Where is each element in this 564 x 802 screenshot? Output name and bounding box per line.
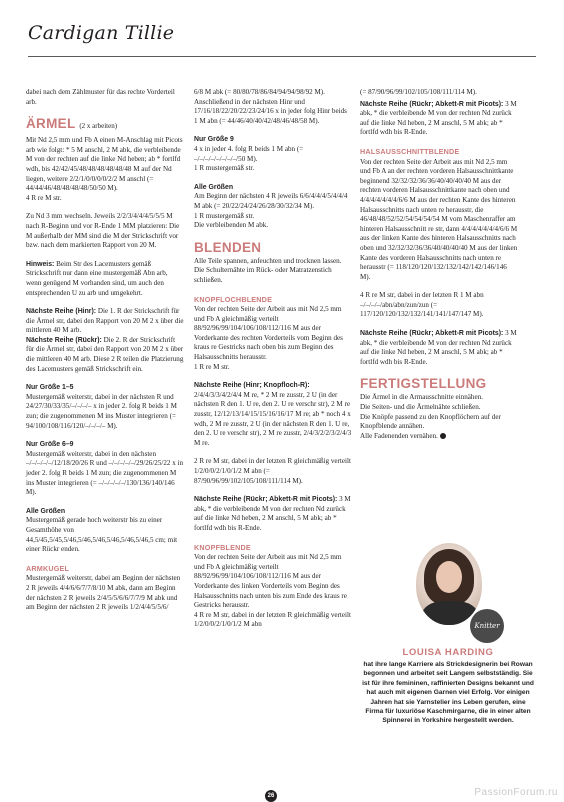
column-1: [26, 88, 184, 622]
author-bio: hat ihre lange Karriere als Strickdesignerin bei Rowan begonnen und arbeitet seit Langem selbstständig. Sie ist für ihre femininen, raffinierten Designs bekannt und hat auch mit eigenen Garnen viel Erfolg. Vor einigen Jahren hat sie Yarnstelier ins Leben gerufen, eine Firma für luxuriöse Kaschmirgarne, die in einer alten Spinnerei in Yorkshire hergestellt werden.: [362, 661, 534, 725]
paragraph: 4 R re M str, dabei in der letzten R 1 M abn –/–/–/–/abn/abn/zun/zun (= 117/120/120/132/132/141/141/147/147 M).: [360, 291, 484, 319]
paragraph: Nächste Reihe (Rückr; Abkett-R mit Picots): 3 M abk, * die verbleibende M von der rechten Nd zurück auf die linke Nd heben, 2 M anschl, 5 M abk; ab * fortlfd wdh bis R-Ende.: [194, 495, 351, 532]
paragraph: Nur Größe 9 4 x in jeder 4. folg R beids 1 M abn (= –/–/–/–/–/–/–/–/50 M). 1 R mustergemäß str.: [194, 136, 304, 173]
paragraph: Nächste Reihe (Rückr; Abkett-R mit Picots): 3 M abk, * die verbleibende M von der rechten Nd zurück auf die linke Nd heben, 2 M anschl, 5 M abk; ab * fortlfd wdh bis R-Ende.: [360, 329, 517, 366]
paragraph: Alle Teile spannen, anfeuchten und trocknen lassen. Die Schulternähte im Rück- oder Matratzenstich schließen.: [194, 256, 342, 284]
paragraph: Von der rechten Seite der Arbeit aus mit Nd 2,5 mm und Fb A gleichmäßig verteilt 88/92/96/99/104/106/108/112/116 M aus der Vorderkante des rechten Vorderteils vom Beginn des kraus re Gestricks nach oben bis zum Beginn des Halsausschnitts herausstr. 1 R re M str.: [194, 305, 343, 371]
paragraph: Alle Größen Am Beginn der nächsten 4 R jeweils 6/6/4/4/4/5/4/4/4 M abk (= 20/22/24/24/26/28/30/32/34 M). 1 R mustergemäß str. Die verbleibenden M abk.: [194, 183, 348, 230]
paragraph: Von der rechten Seite der Arbeit aus mit Nd 2,5 mm und Fb A gleichmäßig verteilt 88/92/96/99/104/106/108/112/116 M aus der Vorderkante des linken Vorderteils vom Beginn des Halsausschnitts nach unten bis zum Ende des kraus re Gestricks herausstr. 4 R re M str, dabei in der letzten R gleichmäßig verteilt 1/2/0/0/2/1/0/1/2 M abn: [194, 553, 351, 629]
paragraph: Alle Größen Mustergemäß gerade hoch weiterstr bis zu einer Gesamthöhe von 44,5/45,5/45,5/46,5/46,5/46,5/46,5/46,5/46,5 cm; mit einer Rückr enden.: [26, 507, 178, 554]
section-heading-blenden: BLENDEN: [194, 239, 262, 255]
paragraph: dabei nach dem Zählmuster für das rechte Vorderteil arb.: [26, 88, 175, 106]
knitter-badge-icon: Knitter: [470, 609, 504, 643]
section-heading-knopflochblende: KNOPFLOCHBLENDE: [194, 294, 273, 304]
column-2: [194, 88, 352, 639]
paragraph: 2 R re M str, dabei in der letzten R gleichmäßig verteilt 1/2/0/0/2/1/0/1/2 M abn (= 87/90/96/99/102/105/108/111/114 M).: [194, 457, 351, 485]
paragraph: (= 87/90/96/99/102/105/108/111/114 M).: [360, 88, 477, 96]
title-rule: [28, 56, 536, 57]
section-heading-halsausschnittblende: HALSAUSSCHNITTBLENDE: [360, 146, 460, 156]
section-heading-fertigstellung: FERTIGSTELLUNG: [360, 376, 487, 392]
section-heading-armkugel: ARMKUGEL: [26, 563, 70, 573]
paragraph: Nächste Reihe (Hinr): Die 1. R der Strickschrift für die Ärmel str, dabei den Rapport von 20 M 2 x über die mittleren 40 M arb. Nächste Reihe (Rückr): Die 2. R der Strickschrift für die Ärmel str, dabei den Rapport von 20 M 2 x über die mittleren 40 M arb. Diese 2 R teilen die Platzierung des Lacemusters gemäß Strickschrift ein.: [26, 307, 184, 373]
paragraph: Zu Nd 3 mm wechseln. Jeweils 2/2/3/4/4/4/5/5/5 M nach R-Beginn und vor R-Ende 1 MM platzieren: Die M außerhalb der MM sind die M der Strickschrift vor bzw. nach dem markierten Rapport von 20 M.: [26, 212, 180, 250]
paragraph: Nur Größe 6–9 Mustergemäß weiterstr, dabei in den nächsten –/–/–/–/–/12/18/20/26 R und –/–/–/–/–/29/26/25/22 x in jeder 2. folg R beids 1 M zun; die zugenommenen M ins Muster integrieren (= –/–/–/–/–/130/136/140/146 M).: [26, 441, 184, 497]
author-photo-face: [436, 561, 462, 593]
section-heading-knopfblende: KNOPFBLENDE: [194, 542, 251, 552]
end-mark-icon: [440, 433, 446, 439]
paragraph: Mit Nd 2,5 mm und Fb A einen M-Anschlag mit Picots arb wie folgt: * 5 M anschl, 2 M abk, die verbleibende M von der rechten auf die linke Nd heben; ab * fortlfd wdh, bis 42/42/45/48/48/48/48/48/48 M auf der Nd liegen, weitere 2/2/1/0/0/0/0/2/2 M anschl (= 44/44/46/48/48/48/48/50/50 M). 4 R re M str.: [26, 136, 183, 202]
watermark: PassionForum.ru: [474, 787, 558, 798]
column-3: [360, 88, 518, 450]
page-number: 26: [265, 790, 277, 802]
paragraph: Die Ärmel in die Armausschnitte einnähen. Die Seiten- und die Ärmelnähte schließen. Die Knöpfe passend zu den Knopflöchern auf der Knopfblende annähen. Alle Fadenenden vernähen.: [360, 393, 501, 440]
page-title: Cardigan Tillie: [28, 22, 175, 44]
paragraph: Von der rechten Seite der Arbeit aus mit Nd 2,5 mm und Fb A an der rechten vorderen Halsausschnittkante beginnend 32/32/32/36/36/40/40/40/40 M aus der rechten vorderen Halsausschnittkante nach oben und 4/4/4/4/4/4/4/6/6 M aus der rechten Kante des hinteren Halsausschnitts nach unten re herausstr, die 46/48/48/52/52/54/54/54/54 M vom Maschenraffer am hinteren Halsausschnitt re str, dann 4/4/4/4/4/4/4/6/6 M aus der linken Kante des hinteren Halsausschnitts nach oben und 32/32/32/36/36/40/40/40/40 M aus der linken Kante des vorderen Halsausschnitts nach unten re herausstr (= 118/120/120/132/132/142/142/146/146 M).: [360, 157, 518, 281]
paragraph: Nächste Reihe (Rückr; Abkett-R mit Picots): 3 M abk, * die verbleibende M von der rechten Nd zurück auf die linke Nd heben, 2 M anschl, 5 M abk; ab * fortlfd wdh bis R-Ende.: [360, 99, 517, 137]
paragraph: Nur Größe 1–5 Mustergemäß weiterstr, dabei in der nächsten R und 24/27/30/33/35/–/–/–/– x in jeder 2. folg R beids 1 M zun; die zugenommenen M ins Muster integrieren (= 94/100/108/116/120/–/–/–/– M).: [26, 384, 177, 430]
section-heading-aermel: ÄRMEL (2 x arbeiten): [26, 116, 118, 132]
paragraph: Mustergemäß weiterstr, dabei am Beginn der nächsten 2 R jeweils 4/4/6/6/7/7/8/10 M abk, dann am Beginn der nächsten 2 R jeweils 2/4/5/5/6/6/7/7/9 M abk und am Beginn der nächsten 2 R jeweils 1/2/4/4/5/5/6/: [26, 574, 181, 612]
paragraph: Hinweis: Beim Str des Lacemusters gemäß Strickschrift nur dann eine mustergemäß Abn arb, wenn genügend M vorhanden sind, um auch den entsprechenden U zu arb und umgekehrt.: [26, 259, 168, 297]
paragraph: Nächste Reihe (Hinr; Knopfloch-R): 2/4/4/3/3/4/2/4/4 M re, * 2 M re zusstr, 2 U (in der nächsten R den 1. U re, den 2. U re verschr str), 2 M re zusstr, 12/12/13/14/15/15/16/16/17 M re; ab * noch 4 x wdh, 2 M re zusstr, 2 U (in der nächsten R den 1. U re, den 2. U re verschr str), 2 M re zusstr, 2/4/3/2/2/3/2/4/3 M re.: [194, 382, 352, 447]
author-photo: [416, 543, 482, 625]
paragraph: 6/8 M abk (= 80/80/78/86/84/94/94/98/92 M). Anschließend in der nächsten Hinr und 17/16/18/22/20/22/23/24/16 x in jeder folg Hinr beids 1 M abn (= 44/46/40/40/42/48/46/48/58 M).: [194, 88, 347, 125]
author-name: LOUISA HARDING: [402, 647, 494, 658]
